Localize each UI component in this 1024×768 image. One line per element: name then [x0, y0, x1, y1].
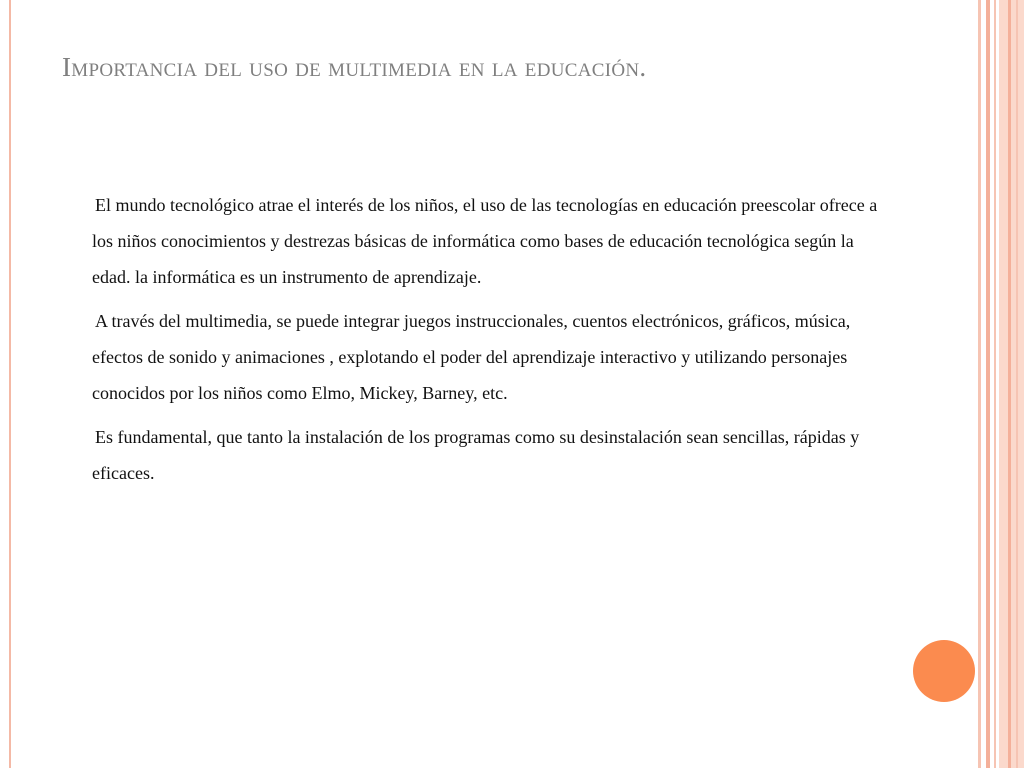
right-stripe	[978, 0, 981, 768]
decorative-circle	[913, 640, 975, 702]
paragraph: A través del multimedia, se puede integrar juegos instruccionales, cuentos electrónicos, gráficos, música, efectos de sonido y animaciones , explotando el poder del aprendizaje interactivo y utilizando personajes conocidos por los niños como Elmo, Mickey, Barney, etc.	[92, 311, 851, 403]
slide-title: Importancia del uso de multimedia en la educación.	[62, 52, 647, 82]
slide-body	[92, 187, 892, 499]
right-stripe	[994, 0, 996, 768]
right-stripe	[1008, 0, 1011, 768]
right-stripe	[986, 0, 990, 768]
right-decorative-band	[999, 0, 1024, 768]
right-stripe	[1016, 0, 1018, 768]
paragraph: Es fundamental, que tanto la instalación de los programas como su desinstalación sean sencillas, rápidas y eficaces.	[92, 427, 860, 483]
paragraph: El mundo tecnológico atrae el interés de los niños, el uso de las tecnologías en educación preescolar ofrece a los niños conocimientos y destrezas básicas de informática como bases de educación tecnológica según la edad. la informática es un instrumento de aprendizaje.	[92, 195, 878, 287]
left-border-line	[9, 0, 11, 768]
